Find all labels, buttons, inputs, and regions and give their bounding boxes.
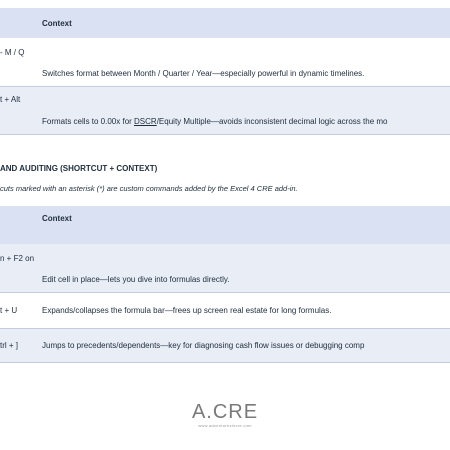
- context-cell: Jumps to precedents/dependents—key for diagnosing cash flow issues or debugging comp: [36, 328, 450, 362]
- context-cell: Edit cell in place—lets you dive into formulas directly.: [36, 244, 450, 292]
- table-row: [0, 328, 450, 362]
- table-row: [0, 292, 450, 328]
- shortcut-cell: t + Alt: [0, 86, 36, 134]
- auditing-shortcuts-table: [0, 206, 450, 363]
- table-row: [0, 86, 450, 134]
- shortcut-cell: - M / Q: [0, 38, 36, 86]
- formatting-shortcuts-table: [0, 8, 450, 135]
- table-header-row: [0, 206, 450, 244]
- context-cell: Expands/collapses the formula bar—frees up screen real estate for long formulas.: [36, 292, 450, 328]
- shortcut-cell: [0, 244, 36, 292]
- header-shortcut-cell: [0, 206, 36, 244]
- context-text-pre: Formats cells to 0.00x for: [42, 116, 135, 126]
- logo-mark: A.CRE: [191, 401, 259, 423]
- shortcut-cell: t + U: [0, 292, 36, 328]
- context-text-post: /Equity Multiple—avoids inconsistent decimal logic across the mo: [156, 116, 388, 126]
- shortcut-line-1: n + F2 on: [0, 254, 35, 263]
- header-context-cell: Context: [36, 8, 450, 38]
- table-row: [0, 38, 450, 86]
- section-heading: AND AUDITING (SHORTCUT + CONTEXT): [0, 164, 158, 173]
- context-cell: [36, 86, 450, 134]
- context-cell: Switches format between Month / Quarter / Year—especially powerful in dynamic timelines.: [36, 38, 450, 86]
- shortcut-cell: trl + ]: [0, 328, 36, 362]
- section-note: cuts marked with an asterisk (*) are custom commands added by the Excel 4 CRE add-in.: [0, 184, 298, 193]
- header-shortcut-cell: [0, 8, 36, 38]
- header-context-cell: Context: [36, 206, 450, 244]
- dscr-link[interactable]: DSCR: [134, 116, 157, 126]
- logo-url: www.adventuresincre.com: [198, 423, 252, 428]
- acre-logo: [184, 402, 266, 428]
- table-row: [0, 244, 450, 292]
- table-header-row: [0, 8, 450, 38]
